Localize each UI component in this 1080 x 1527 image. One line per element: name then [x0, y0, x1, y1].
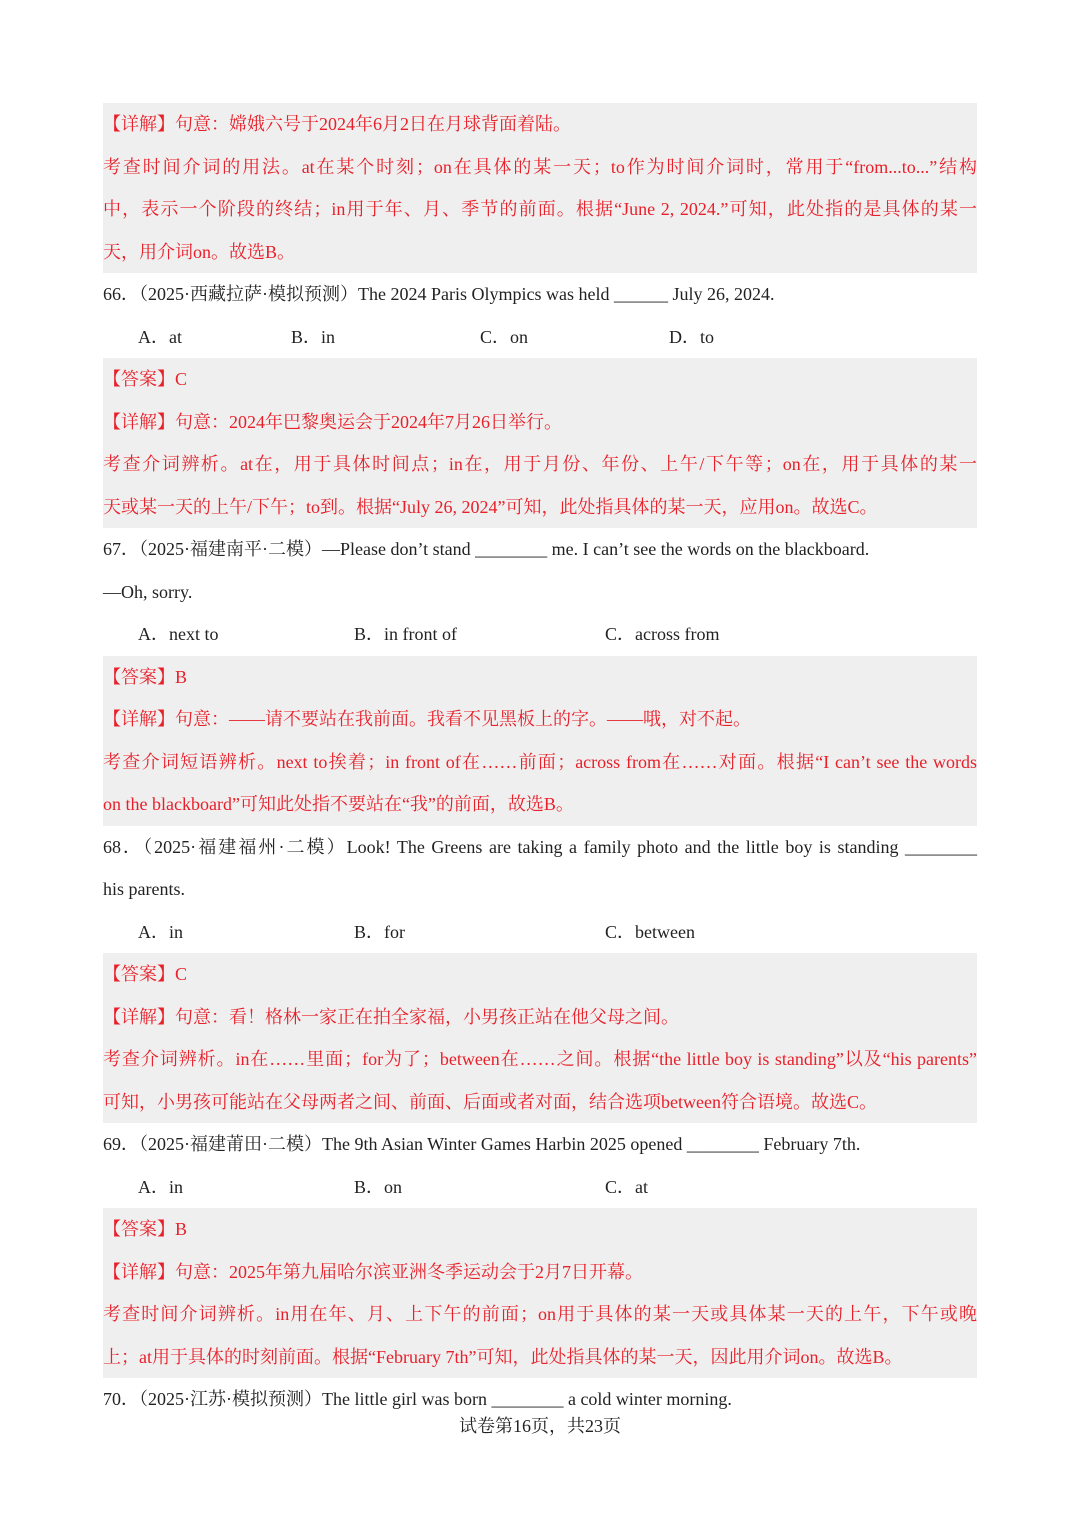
- option-c: C．at: [605, 1176, 648, 1197]
- question-69-stem: 69．（2025·福建莆田·二模）The 9th Asian Winter Games Harbin 2025 opened ________ February 7th.: [103, 1134, 861, 1154]
- explanation-box-67: [103, 656, 977, 826]
- question-66-options: [103, 316, 977, 359]
- question-69-options: [103, 1166, 977, 1209]
- analysis-66-line-2: 天或某一天的上午/下午；to到。根据“July 26, 2024”可知，此处指具体的某一天，应用on。故选C。: [103, 496, 878, 517]
- analysis-67-line-1: 考查介词短语辨析。next to挨着；in front of在……前面；across from在……对面。根据“I can’t see the words: [103, 751, 977, 772]
- exam-page: [103, 103, 977, 1421]
- explanation-box-68: [103, 953, 977, 1123]
- option-d: D．to: [669, 326, 714, 347]
- option-c: C．on: [480, 326, 529, 347]
- analysis-65-line-1: 考查时间介词的用法。at在某个时刻；on在具体的某一天；to作为时间介词时，常用于“from...to...”结构: [103, 156, 977, 177]
- answer-67: 【答案】B: [103, 666, 188, 687]
- answer-66: 【答案】C: [103, 369, 188, 389]
- analysis-66-line-1: 考查介词辨析。at在，用于具体时间点；in在，用于月份、年份、上午/下午等；on在，用于具体的某一: [103, 454, 977, 474]
- answer-69: 【答案】B: [103, 1219, 188, 1239]
- analysis-69-line-1: 考查时间介词辨析。in用在年、月、上下午的前面；on用于具体的某一天或具体某一天的上午，下午或晚: [103, 1304, 977, 1324]
- option-b: B．in front of: [354, 624, 457, 644]
- explanation-box-66: [103, 358, 977, 528]
- option-c: C．across from: [605, 624, 720, 644]
- detail-68: 【详解】句意：看！格林一家正在拍全家福，小男孩正站在他父母之间。: [103, 1006, 679, 1027]
- question-70-stem: 70．（2025·江苏·模拟预测）The little girl was born ________ a cold winter morning.: [103, 1389, 732, 1409]
- explanation-box-65: [103, 103, 977, 273]
- analysis-65-line-2: 中，表示一个阶段的终结；in用于年、月、季节的前面。根据“June 2, 2024.”可知，此处指的是具体的某一: [103, 199, 977, 219]
- option-b: B．for: [354, 921, 405, 942]
- detail-67: 【详解】句意：——请不要站在我前面。我看不见黑板上的字。——哦，对不起。: [103, 709, 751, 729]
- question-67-options: [103, 613, 977, 656]
- option-a: A．in: [138, 1176, 183, 1197]
- question-68-options: [103, 911, 977, 954]
- analysis-67-line-2: on the blackboard”可知此处指不要站在“我”的前面，故选B。: [103, 794, 574, 814]
- question-67-stem-line-2: —Oh, sorry.: [103, 581, 193, 602]
- question-67-stem: 67．（2025·福建南平·二模）—Please don’t stand ________ me. I can’t see the words on the blackboard.: [103, 539, 870, 559]
- option-c: C．between: [605, 921, 695, 942]
- answer-68: 【答案】C: [103, 964, 188, 984]
- detail-65: 【详解】句意：嫦娥六号于2024年6月2日在月球背面着陆。: [103, 114, 571, 134]
- detail-69: 【详解】句意：2025年第九届哈尔滨亚洲冬季运动会于2月7日开幕。: [103, 1261, 643, 1282]
- option-a: A．at: [138, 326, 182, 347]
- analysis-65-line-3: 天，用介词on。故选B。: [103, 241, 296, 262]
- detail-66: 【详解】句意：2024年巴黎奥运会于2024年7月26日举行。: [103, 411, 562, 432]
- option-a: A．next to: [138, 624, 219, 644]
- option-a: A．in: [138, 921, 183, 942]
- page-footer: 试卷第16页，共23页: [459, 1416, 621, 1436]
- question-68-stem: 68．（2025·福建福州·二模）Look! The Greens are taking a family photo and the little boy is standing ________: [103, 836, 977, 857]
- analysis-68-line-1: 考查介词辨析。in在……里面；for为了；between在……之间。根据“the little boy is standing”以及“his parents”: [103, 1049, 977, 1069]
- question-66-stem: 66．（2025·西藏拉萨·模拟预测）The 2024 Paris Olympics was held ______ July 26, 2024.: [103, 284, 775, 304]
- question-68-stem-line-2: his parents.: [103, 879, 185, 899]
- explanation-box-69: [103, 1208, 977, 1378]
- option-b: B．on: [354, 1176, 403, 1197]
- analysis-68-line-2: 可知，小男孩可能站在父母两者之间、前面、后面或者对面，结合选项between符合语境。故选C。: [103, 1091, 877, 1112]
- analysis-69-line-2: 上；at用于具体的时刻前面。根据“February 7th”可知，此处指具体的某一天，因此用介词on。故选B。: [103, 1346, 903, 1367]
- option-b: B．in: [291, 326, 336, 347]
